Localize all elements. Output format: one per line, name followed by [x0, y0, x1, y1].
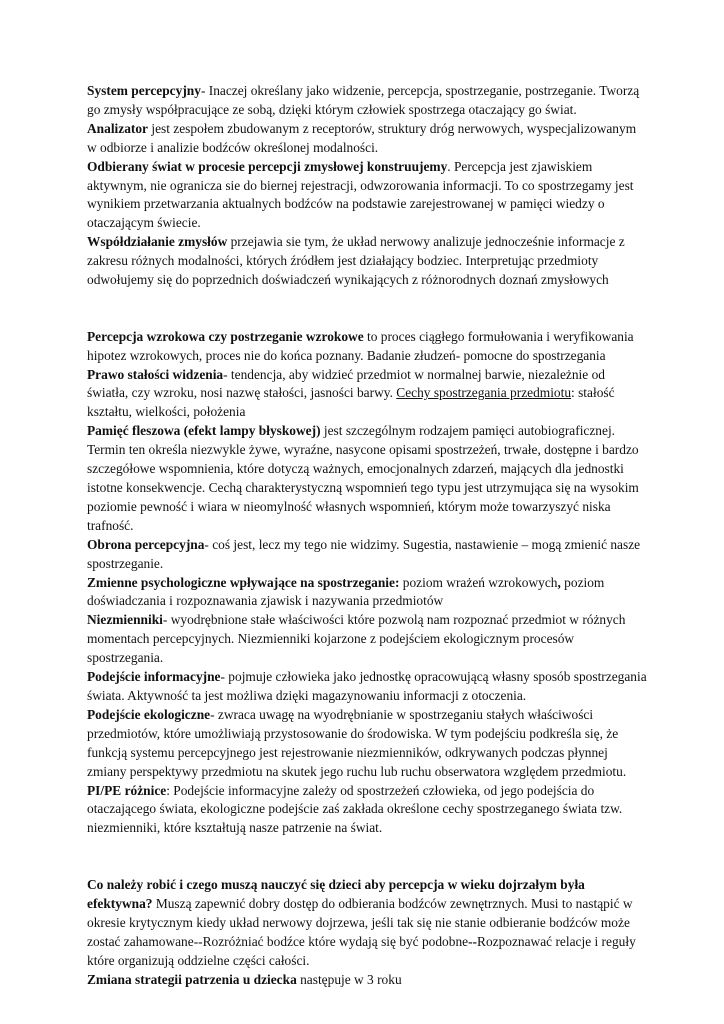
paragraph-wspoldzialanie-zmyslow — [87, 233, 647, 290]
definition-odbierany-swiat: . Percepcja jest zjawiskiem aktywnym, nie ogranicza sie do biernej rejestracji, odwzorowania informacji. To co spostrzegamy jest wynikiem przetwarzania aktualnych bodźców na podstawie zarejestrowanej w pamięci wiedzy o otaczającym świecie. — [87, 158, 634, 231]
term-zmiana-strategii: Zmiana strategii patrzenia u dziecka — [87, 971, 297, 987]
definition-pi-pe-roznice: : Podejście informacyjne zależy od spostrzeżeń człowieka, od jego podejścia do otaczającego świata, ekologiczne podejście zaś zakłada określone cechy spostrzeganego świata tzw. niezmienniki, które kształtują nasze patrzenie na świat. — [87, 782, 623, 836]
underlined-cechy-spostrzegania: Cechy spostrzegania przedmiotu — [396, 385, 572, 401]
definition-obrona-percepcyjna: - coś jest, lecz my tego nie widzimy. Sugestia, nastawienie – mogą zmienić nasze spostrzeganie. — [87, 536, 641, 571]
term-odbierany-swiat: Odbierany świat w procesie percepcji zmysłowej konstruujemy — [87, 158, 448, 174]
paragraph-analizator — [87, 120, 647, 158]
section-spacer — [87, 290, 647, 328]
definition-niezmienniki: - wyodrębnione stałe właściwości które pozwolą nam rozpoznać przedmiot w różnych momentach percepcyjnych. Niezmienniki kojarzone z podejściem ekologicznym procesów spostrzegania. — [87, 612, 626, 666]
definition-zmienne-psychologiczne: poziom wrażeń wzrokowych — [399, 574, 558, 590]
paragraph-pi-pe-roznice — [87, 782, 647, 839]
term-pamiec-fleszowa: Pamięć fleszowa (efekt lampy błyskowej) — [87, 423, 321, 439]
bold-comma: , — [557, 574, 561, 590]
definition-podejscie-informacyjne: - pojmuje człowieka jako jednostkę opracowującą własny sposób spostrzegania świata. Aktywność ta jest możliwa dzięki magazynowaniu informacji z otoczenia. — [87, 669, 647, 703]
term-percepcja-wzrokowa: Percepcja wzrokowa czy postrzeganie wzrokowe — [87, 328, 364, 344]
term-analizator: Analizator — [87, 120, 148, 136]
question-co-nalezy-robic: Co należy robić i czego muszą nauczyć się dzieci aby percepcja w wieku dojrzałym była efektywna? — [87, 877, 585, 911]
answer-co-nalezy-robic: Muszą zapewnić dobry dostęp do odbierania bodźców zewnętrznych. Musi to nastąpić w okresie krytycznym kiedy układ nerwowy dojrzewa, jeśli tak się nie stanie odbieranie bodźców może zostać zahamowane--Rozróżniać bodźce które wydają się być podobne — [87, 895, 633, 949]
term-obrona-percepcyjna: Obrona percepcyjna — [87, 536, 205, 552]
term-wspoldzialanie-zmyslow: Współdziałanie zmysłów — [87, 234, 228, 250]
definition-system-percepcyjny: - Inaczej określany jako widzenie, percepcja, spostrzeganie, postrzeganie. Tworzą go zmysły współpracujące ze sobą, dzięki którym człowiek spostrzega otaczający go świat. — [87, 83, 640, 117]
answer-co-nalezy-robic-tail: Rozpoznawać relacje i reguły które organizują oddzielne części całości. — [87, 933, 636, 968]
paragraph-niezmienniki — [87, 611, 647, 668]
term-pi-pe-roznice: PI/PE różnice — [87, 782, 167, 798]
term-podejscie-informacyjne: Podejście informacyjne — [87, 669, 221, 685]
section-spacer — [87, 838, 647, 876]
cechy-spostrzegania-list: : stałość kształtu, wielkości, położenia — [87, 385, 615, 420]
paragraph-prawo-stalosci — [87, 366, 647, 423]
paragraph-pamiec-fleszowa — [87, 422, 647, 535]
bold-separator: -- — [468, 933, 478, 949]
definition-zmiana-strategii: następuje w 3 roku — [296, 971, 402, 987]
document-page — [87, 82, 647, 989]
paragraph-obrona-percepcyjna — [87, 536, 647, 574]
definition-prawo-stalosci: - tendencja, aby widzieć przedmiot w normalnej barwie, niezależnie od światła, czy wzroku, nosi nazwę stałości, jasności barwy. — [87, 366, 605, 401]
paragraph-percepcja-wzrokowa — [87, 328, 647, 366]
definition-wspoldzialanie-zmyslow: przejawia sie tym, że układ nerwowy analizuje jednocześnie informacje z zakresu różnych modalności, których źródłem jest działający bodziec. Interpretując przedmioty odwołujemy się do poprzednich doświadczeń wynikających z różnorodnych doznań zmysłowych — [87, 234, 625, 288]
definition-zmienne-psychologiczne-tail: poziom doświadczania i rozpoznawania zjawisk i nazywania przedmiotów — [87, 574, 605, 609]
paragraph-system-percepcyjny — [87, 82, 647, 120]
term-prawo-stalosci: Prawo stałości widzenia — [87, 366, 224, 382]
definition-percepcja-wzrokowa: to proces ciągłego formułowania i weryfikowania hipotez wzrokowych, proces nie do końca poznany. Badanie złudzeń- pomocne do spostrzegania — [87, 328, 634, 363]
definition-analizator: jest zespołem zbudowanym z receptorów, struktury dróg nerwowych, wyspecjalizowanym w odbiorze i analizie bodźców określonej modalności. — [87, 120, 637, 155]
paragraph-odbierany-swiat — [87, 158, 647, 234]
paragraph-zmienne-psychologiczne — [87, 574, 647, 612]
paragraph-podejscie-informacyjne — [87, 668, 647, 706]
term-podejscie-ekologiczne: Podejście ekologiczne — [87, 706, 211, 722]
term-zmienne-psychologiczne: Zmienne psychologiczne wpływające na spostrzeganie: — [87, 574, 400, 590]
paragraph-podejscie-ekologiczne — [87, 706, 647, 782]
definition-podejscie-ekologiczne: - zwraca uwagę na wyodrębnianie w spostrzeganiu stałych właściwości przedmiotów, które umożliwiają przystosowanie do środowiska. W tym podejściu podkreśla się, że funkcją systemu percepcyjnego jest rejestrowanie niezmienników, odkrywanych podczas płynnej zmiany perspektywy przedmiotu na skutek jego ruchu lub ruchu obserwatora względem przedmiotu. — [87, 706, 627, 779]
paragraph-co-nalezy-robic — [87, 876, 647, 971]
term-niezmienniki: Niezmienniki — [87, 612, 163, 628]
definition-pamiec-fleszowa: jest szczególnym rodzajem pamięci autobiograficznej. Termin ten określa niezwykle żywe, wyraźne, nasycone opisami spostrzeżeń, trwałe, dostępne i bardzo szczegółowe wspomnienia, które dotyczą ważnych, emocjonalnych zdarzeń, mających dla jednostki istotne konsekwencje. Cechą charakterystyczną wspomnień tego typu jest utrzymująca się na wysokim poziomie pewność i wiara w nieomylność własnych wspomnień, którym może towarzyszyć niska trafność. — [87, 423, 639, 533]
term-system-percepcyjny: System percepcyjny — [87, 83, 201, 98]
paragraph-zmiana-strategii — [87, 971, 647, 990]
